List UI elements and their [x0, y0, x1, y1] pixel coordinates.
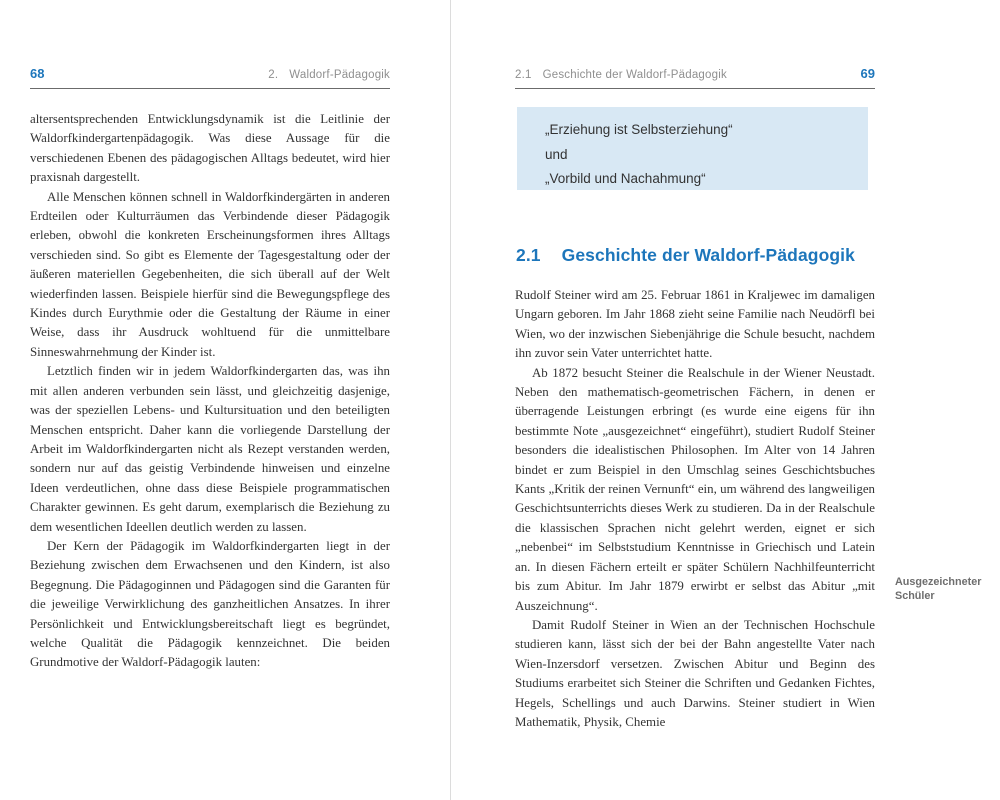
right-page-header — [515, 66, 875, 89]
left-running-header-title: Waldorf-Pädagogik — [289, 69, 390, 81]
left-page-number: 68 — [30, 66, 45, 81]
right-page-body — [515, 286, 875, 732]
left-paragraph-3: Letztlich finden wir in jedem Waldorfkindergarten das, was ihn mit allen anderen verbunden sein lässt, und gleichzeitig dasjenige, was der speziellen Lebens- und Kultursituation und den beteiligten Menschen entspricht. Daher kann die vorliegende Darstellung der Arbeit im Waldorfkindergarten nicht als Rezept verstanden werden, sondern nur auf das geistig Verbindende hinweisen und einzelne Ideen verdeutlichen, ohne dass diese Beispiele programmatischen Charakter gewinnen. Es geht darum, exemplarisch die Beziehung zu dem wesentlichen Ideellen deutlich werden zu lassen. — [30, 364, 390, 534]
section-heading-title: Geschichte der Waldorf-Pädagogik — [561, 245, 855, 265]
section-heading-number: 2.1 — [516, 245, 541, 265]
right-running-header — [515, 69, 727, 81]
left-running-header — [268, 69, 390, 81]
left-paragraph-4: Der Kern der Pädagogik im Waldorfkindergarten liegt in der Beziehung zwischen dem Erwachsenen und den Kindern, ist also Begegnung. Die Pädagoginnen und Pädagogen sind die Garanten für die jeweilige Verwirklichung des ganzheitlichen Ansatzes. In ihrer Persönlichkeit und Entwicklungsbereitschaft liegt es begründet, welche Qualität die Pädagogik kennzeichnet. Die beiden Grundmotive der Waldorf-Pädagogik lauten: — [30, 538, 390, 670]
quote-line-1: „Erziehung ist Selbsterziehung“ — [545, 122, 733, 137]
left-paragraph-2: Alle Menschen können schnell in Waldorfkindergärten in anderen Erdteilen oder Kulturräumen das Verbindende dieser Pädagogik erleben, obwohl die konkreten Erscheinungsformen ihres Alltags verschieden sind. So gibt es Elemente der Tagesgestaltung oder der äußeren materiellen Gegebenheiten, die sich überall auf der Welt wiederfinden lassen. Beispiele hierfür sind die Bewegungspflege des Kindes durch Eurythmie oder die Gestaltung der Räume in einer Weise, dass ihr Ausdruck wohltuend für die unmittelbare Sinneswahrnehmung der Kinder ist. — [30, 189, 390, 359]
left-page-header — [30, 66, 390, 89]
right-running-header-title: Geschichte der Waldorf-Pädagogik — [542, 69, 727, 81]
left-paragraph-1: altersentsprechenden Entwicklungsdynamik ist die Leitlinie der Waldorfkindergartenpädagogik. Was diese Aussage für die verschiedenen Ebenen des pädagogischen Alltags bedeutet, wird hier praxisnah dargestellt. — [30, 112, 390, 185]
grundmotive-quote-box — [517, 107, 868, 190]
right-paragraph-2: Ab 1872 besucht Steiner die Realschule in der Wiener Neustadt. Neben den mathematisch-geometrischen Fächern, in denen er überragende Leistungen erbringt (es wurde eine eigens für ihn bestimmte Note „ausgezeichnet“ eingeführt), studiert Rudolf Steiner besonders die idealistischen Philosophen. Im Alter von 14 Jahren bindet er zum Beispiel in den Umschlag seines Geschichtsbuches Kants „Kritik der reinen Vernunft“ ein, um während des langweiligen Geschichtsunterrichts dieses Werk zu studieren. Da in der Realschule die klassischen Sprachen nicht gelehrt werden, eignet er sich „nebenbei“ im Selbststudium Kenntnisse in Griechisch und Latein an. In diesen Fächern erteilt er später Schülern Nachhilfeunterricht bis zum Abitur. Im Jahr 1879 erwirbt er selbst das Abitur „mit Auszeichnung“. — [515, 365, 875, 613]
right-running-header-section-number: 2.1 — [515, 69, 532, 81]
section-heading — [516, 245, 855, 266]
quote-line-3: „Vorbild und Nachahmung“ — [545, 171, 706, 186]
right-paragraph-1: Rudolf Steiner wird am 25. Februar 1861 in Kraljewec im damaligen Ungarn geboren. Im Jahr 1868 zieht seine Familie nach Neudörfl bei Wien, wo der inzwischen Siebenjährige die Schule besucht, nachdem ihn zuvor sein Vater unterrichtet hatte. — [515, 288, 875, 361]
left-page-body — [30, 110, 390, 673]
quote-line-2: und — [545, 146, 568, 162]
left-running-header-chapter-number: 2. — [268, 69, 279, 81]
right-page-number: 69 — [860, 66, 875, 81]
margin-note: Ausgezeichneter Schüler — [895, 576, 982, 602]
right-paragraph-3: Damit Rudolf Steiner in Wien an der Technischen Hochschule studieren kann, lässt sich der bei der Bahn angestellte Vater nach Wien-Inzersdorf versetzen. Zwischen Abitur und Beginn des Studiums erarbeitet sich Steiner die Schriften und Gedanken Fichtes, Hegels, Schellings und auch Darwins. Steiner studiert in Wien Mathematik, Physik, Chemie — [515, 617, 875, 729]
page-gutter-divider — [450, 0, 451, 800]
